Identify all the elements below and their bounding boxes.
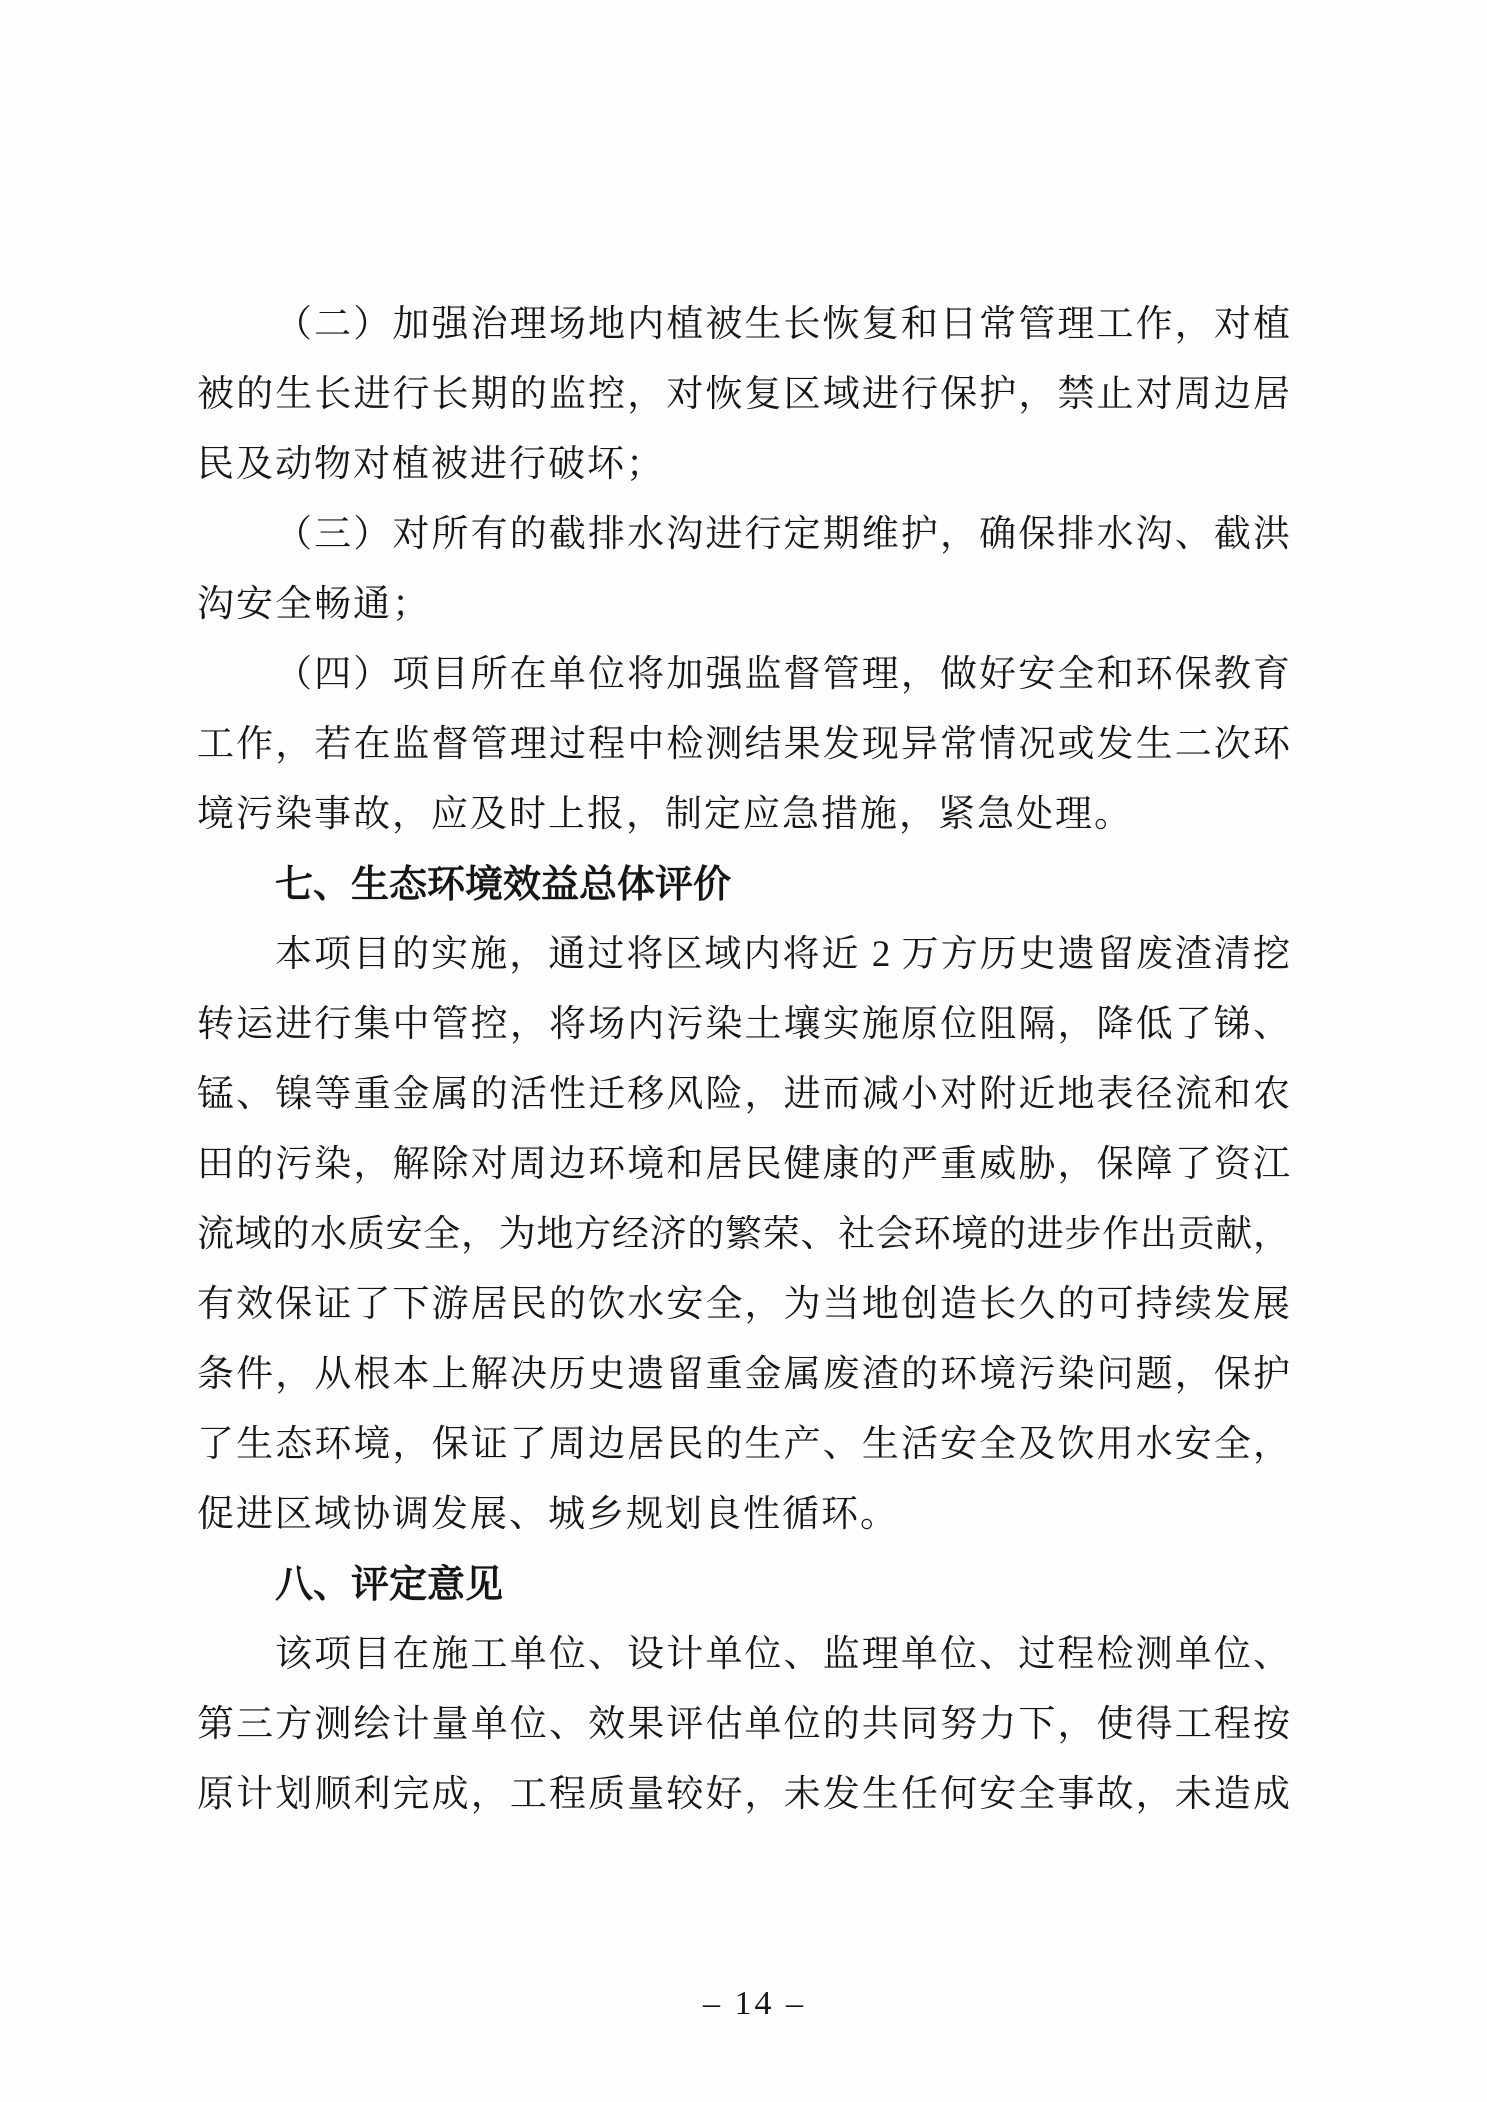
text-line: 有效保证了下游居民的饮水安全，为当地创造长久的可持续发展 xyxy=(197,1284,1290,1325)
text-line: 民及动物对植被进行破坏； xyxy=(197,444,665,485)
text-line: 工作，若在监督管理过程中检测结果发现异常情况或发生二次环 xyxy=(197,724,1290,765)
text-line: 沟安全畅通； xyxy=(197,584,431,625)
text-line: 转运进行集中管控，将场内污染土壤实施原位阻隔，降低了锑、 xyxy=(197,1004,1290,1045)
page-number: – 14 – xyxy=(703,1985,806,2022)
text-line: （二）加强治理场地内植被生长恢复和日常管理工作，对植 xyxy=(275,304,1290,345)
section-heading-7: 七、生态环境效益总体评价 xyxy=(275,864,732,906)
text-line: （三）对所有的截排水沟进行定期维护，确保排水沟、截洪 xyxy=(275,514,1290,555)
text-line: 流域的水质安全，为地方经济的繁荣、社会环境的进步作出贡献， xyxy=(197,1214,1290,1255)
text-line: 第三方测绘计量单位、效果评估单位的共同努力下，使得工程按 xyxy=(197,1704,1290,1745)
text-line: 原计划顺利完成，工程质量较好，未发生任何安全事故，未造成 xyxy=(197,1774,1290,1815)
text-line: 促进区域协调发展、城乡规划良性循环。 xyxy=(197,1494,899,1535)
text-line: 条件，从根本上解决历史遗留重金属废渣的环境污染问题，保护 xyxy=(197,1354,1290,1395)
text-line: （四）项目所在单位将加强监督管理，做好安全和环保教育 xyxy=(275,654,1290,695)
text-line: 田的污染，解除对周边环境和居民健康的严重威胁，保障了资江 xyxy=(197,1144,1290,1185)
text-line: 了生态环境，保证了周边居民的生产、生活安全及饮用水安全， xyxy=(197,1424,1290,1465)
document-body xyxy=(197,290,1290,1830)
section-heading-8: 八、评定意见 xyxy=(275,1564,504,1606)
text-line: 该项目在施工单位、设计单位、监理单位、过程检测单位、 xyxy=(275,1634,1290,1675)
text-line: 境污染事故，应及时上报，制定应急措施，紧急处理。 xyxy=(197,794,1133,835)
text-line: 被的生长进行长期的监控，对恢复区域进行保护，禁止对周边居 xyxy=(197,374,1290,415)
text-line: 锰、镍等重金属的活性迁移风险，进而减小对附近地表径流和农 xyxy=(197,1074,1290,1115)
text-line: 本项目的实施，通过将区域内将近 2 万方历史遗留废渣清挖 xyxy=(275,934,1290,975)
